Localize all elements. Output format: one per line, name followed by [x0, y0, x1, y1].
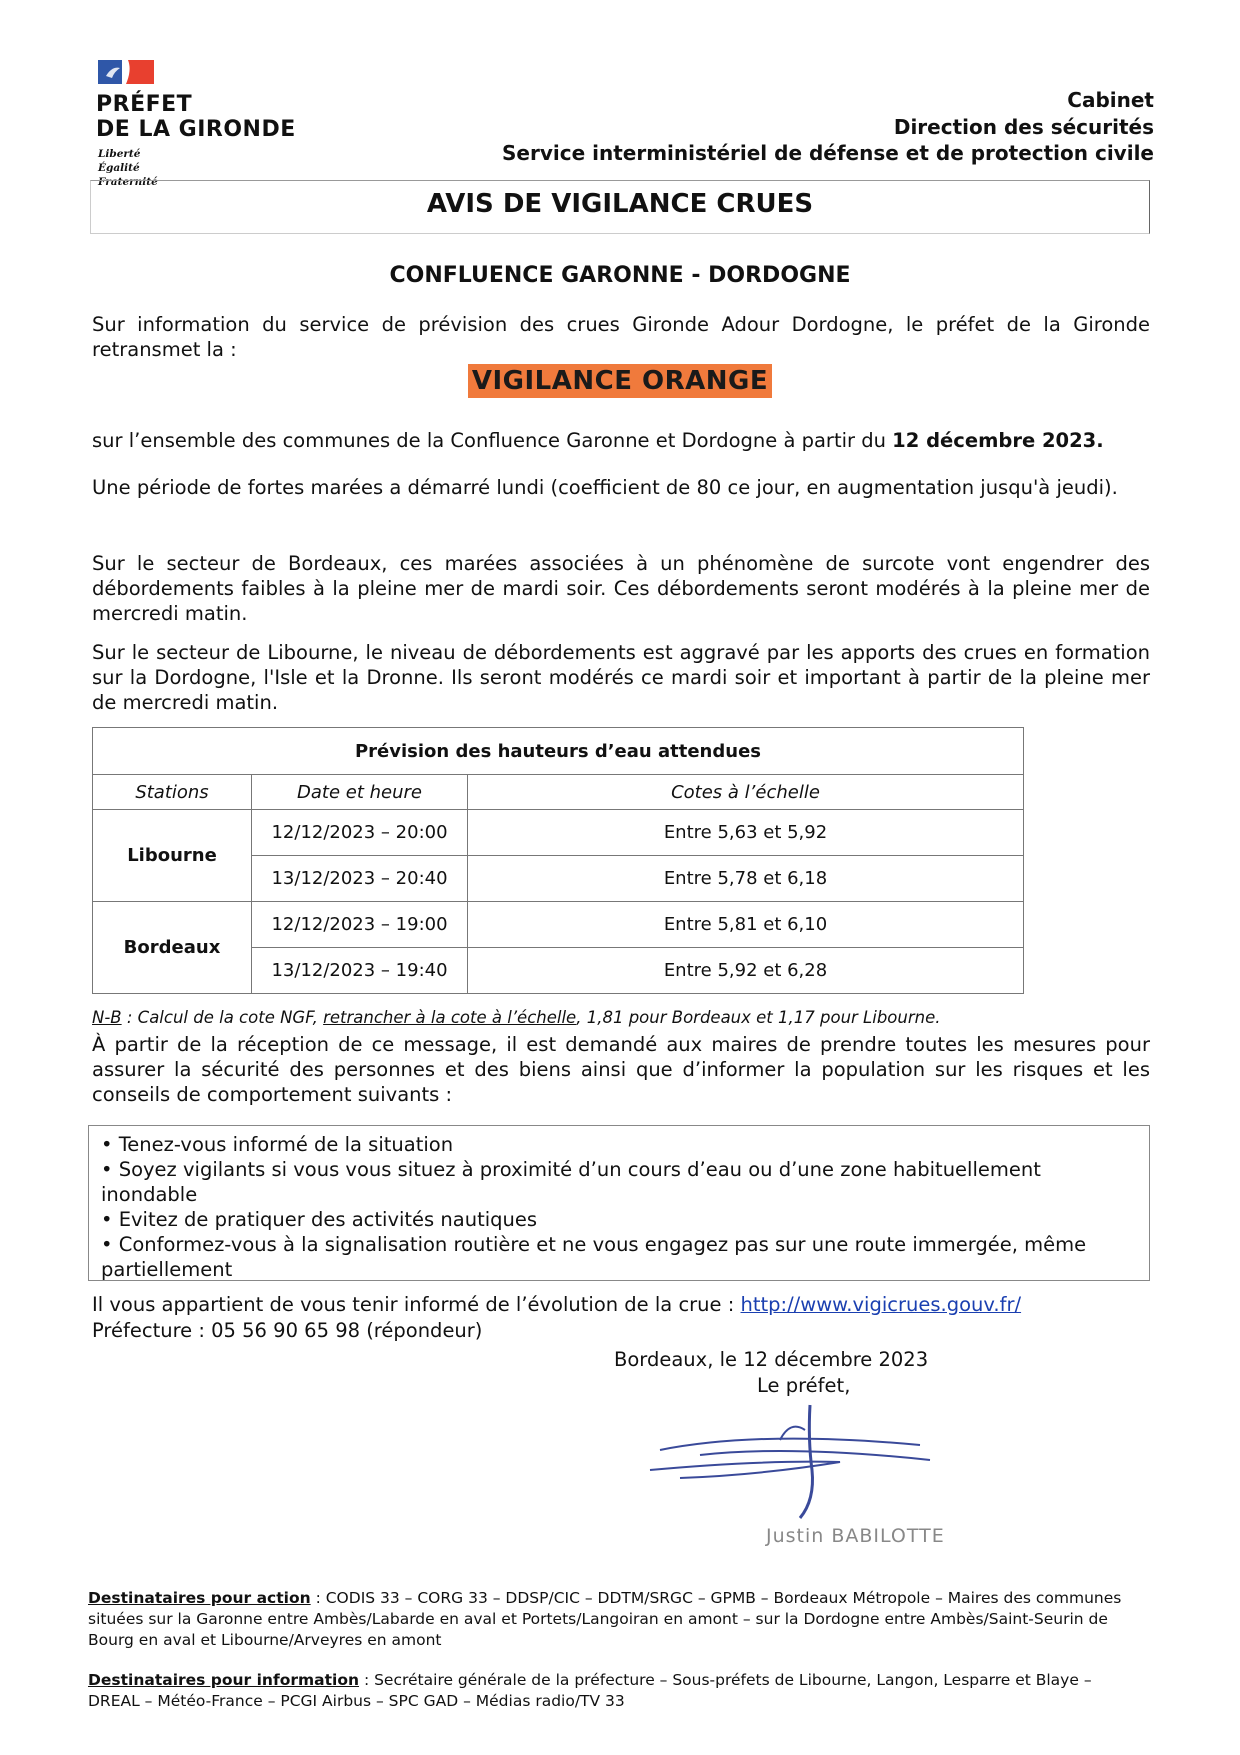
advice-box [88, 1125, 1150, 1281]
service-direction: Direction des sécurités [893, 115, 1154, 139]
vigicrues-link[interactable]: http://www.vigicrues.gouv.fr/ [740, 1293, 1022, 1316]
list-item: • Evitez de pratiquer des activités nautiques [101, 1208, 538, 1231]
prefecture-name-line1: PRÉFET [96, 92, 193, 117]
list-item: • Conformez-vous à la signalisation routière et ne vous engagez pas sur une route immergée, même partiellement [101, 1233, 1087, 1281]
tide-paragraph: Une période de fortes marées a démarré lundi (coefficient de 80 ce jour, en augmentation jusqu'à jeudi). [92, 476, 1118, 499]
motto-egalite: Égalité [98, 162, 140, 174]
forecast-cote: Entre 5,78 et 6,18 [468, 856, 1024, 902]
forecast-date: 13/12/2023 – 20:40 [252, 856, 468, 902]
signature-place-date: Bordeaux, le 12 décembre 2023 [614, 1348, 929, 1371]
recipients-action-label: Destinataires pour action [88, 1589, 311, 1607]
recipients-action-text: : CODIS 33 – CORG 33 – DDSP/CIC – DDTM/SRGC – GPMB – Bordeaux Métropole – Maires des communes situées sur la Garonne entre Ambès/Labarde en aval et Portets/Langoiran en amont – sur la Dordogne entre Ambès/Saint-Seurin de Bourg en aval et Libourne/Arveyres en amont [88, 1589, 1122, 1649]
nb-note [92, 1008, 941, 1027]
service-sidpc: Service interministériel de défense et de protection civile [502, 141, 1154, 165]
motto-fraternite: Fraternité [98, 176, 158, 188]
forecast-cote: Entre 5,92 et 6,28 [468, 948, 1024, 994]
recipients-info-text: : Secrétaire générale de la préfecture – Sous-préfets de Libourne, Langon, Lesparre et Blaye – DREAL – Météo-France – PCGI Airbus – SPC GAD – Médias radio/TV 33 [88, 1671, 1092, 1710]
scope-date: 12 décembre 2023. [892, 429, 1104, 452]
contact-text: Il vous appartient de vous tenir informé de l’évolution de la crue : [92, 1293, 741, 1316]
republic-flag-icon [98, 60, 154, 84]
table-row [93, 902, 1024, 948]
bordeaux-paragraph: Sur le secteur de Bordeaux, ces marées associées à un phénomène de surcote vont engendrer des débordements faibles à la pleine mer de mardi soir. Ces débordements seront modérés à la pleine mer de mercredi matin. [92, 552, 1150, 625]
libourne-paragraph: Sur le secteur de Libourne, le niveau de débordements est aggravé par les apports des crues en formation sur la Dordogne, l'Isle et la Dronne. Ils seront modérés ce mardi soir et important à partir de la pleine mer de mercredi matin. [92, 641, 1150, 714]
nb-underlined: retrancher à la cote à l’échelle [323, 1008, 577, 1027]
mayors-paragraph: À partir de la réception de ce message, il est demandé aux maires de prendre toutes les mesures pour assurer la sécurité des personnes et des biens ainsi que d’informer la population sur les risques et les conseils de comportement suivants : [92, 1033, 1150, 1106]
forecast-cote: Entre 5,63 et 5,92 [468, 810, 1024, 856]
list-item: • Tenez-vous informé de la situation [101, 1133, 454, 1156]
station-name: Bordeaux [93, 902, 252, 994]
document-subtitle: CONFLUENCE GARONNE - DORDOGNE [389, 263, 851, 288]
contact-line [92, 1293, 1021, 1316]
nb-text-b: , 1,81 pour Bordeaux et 1,17 pour Libourne. [576, 1008, 941, 1027]
signer-name: Justin BABILOTTE [766, 1525, 945, 1547]
forecast-date: 12/12/2023 – 19:00 [252, 902, 468, 948]
vigilance-level-badge: VIGILANCE ORANGE [468, 364, 772, 398]
column-header-stations: Stations [93, 775, 252, 810]
recipients-info-label: Destinataires pour information [88, 1671, 360, 1689]
forecast-date: 12/12/2023 – 20:00 [252, 810, 468, 856]
forecast-cote: Entre 5,81 et 6,10 [468, 902, 1024, 948]
column-header-cotes: Cotes à l’échelle [468, 775, 1024, 810]
service-cabinet: Cabinet [1067, 88, 1154, 112]
table-row [93, 810, 1024, 856]
prefecture-name-line2: DE LA GIRONDE [96, 117, 296, 142]
recipients-action [88, 1588, 1148, 1651]
scope-paragraph [92, 428, 1150, 453]
handwritten-signature [640, 1400, 1020, 1520]
intro-paragraph: Sur information du service de prévision des crues Gironde Adour Dordogne, le préfet de la Gironde retransmet la : [92, 313, 1150, 361]
nb-label: N-B [92, 1008, 122, 1027]
prefecture-phone: Préfecture : 05 56 90 65 98 (répondeur) [92, 1319, 483, 1342]
nb-text-a: : Calcul de la cote NGF, [121, 1008, 324, 1027]
station-name: Libourne [93, 810, 252, 902]
table-caption: Prévision des hauteurs d’eau attendues [93, 728, 1024, 775]
document-title: AVIS DE VIGILANCE CRUES [426, 189, 814, 219]
forecast-table [92, 727, 1024, 994]
motto-liberte: Liberté [98, 148, 141, 160]
list-item: • Soyez vigilants si vous vous situez à proximité d’un cours d’eau ou d’une zone habituellement inondable [101, 1158, 1041, 1206]
forecast-date: 13/12/2023 – 19:40 [252, 948, 468, 994]
recipients-info [88, 1670, 1148, 1712]
column-header-date: Date et heure [252, 775, 468, 810]
scope-text: sur l’ensemble des communes de la Confluence Garonne et Dordogne à partir du [92, 429, 893, 452]
signature-role: Le préfet, [757, 1374, 851, 1397]
vigilance-badge-container [0, 364, 1240, 398]
